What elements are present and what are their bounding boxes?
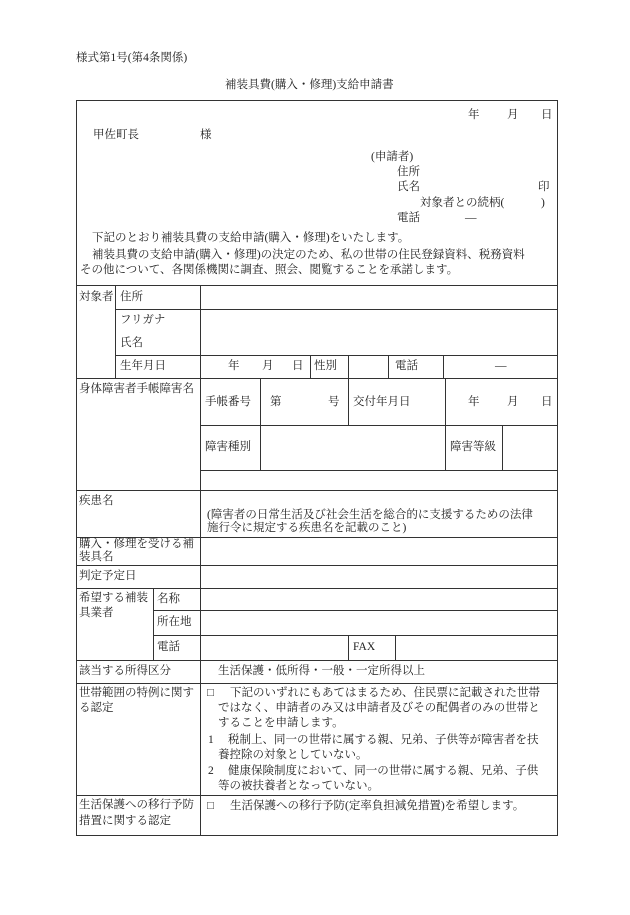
handbook-number-label: 手帳番号 — [205, 396, 251, 408]
grid-line-bottom — [76, 835, 558, 836]
grid-line-vendor-fax-left — [348, 635, 349, 660]
grid-line-handbook-grade — [502, 425, 503, 470]
grid-line-vendor-name — [153, 610, 558, 611]
grid-line-phone-value — [443, 355, 444, 378]
addressee-honorific: 様 — [200, 129, 212, 141]
grid-line-judgment-end — [76, 588, 558, 589]
vendor-label-line: 希望する補装 — [79, 592, 148, 604]
condition-line: 等の被扶養者となっていない。 — [218, 780, 379, 792]
grid-line-top — [76, 100, 558, 101]
household-label-line: る認定 — [79, 702, 114, 714]
disease-note-line: 施行令に規定する疾患名を記載のこと) — [207, 522, 407, 534]
subject-birthdate-label: 生年月日 — [120, 360, 166, 372]
handbook-number-prefix: 第 — [270, 396, 282, 408]
household-label-line: 世帯範囲の特例に関す — [79, 687, 194, 699]
income-category-label: 該当する所得区分 — [79, 665, 171, 677]
applicant-relation-label: 対象者との続柄( — [420, 197, 505, 209]
seal-mark: 印 — [538, 181, 550, 193]
application-date-year: 年 — [468, 109, 480, 121]
applicant-address-label: 住所 — [397, 166, 420, 178]
grid-line-device-end — [76, 565, 558, 566]
birthdate-year: 年 — [228, 360, 240, 372]
condition-number: 2 — [208, 765, 214, 777]
form-number: 様式第1号(第4条関係) — [76, 52, 188, 64]
form-title: 補装具費(購入・修理)支給申請書 — [225, 79, 394, 91]
statement-line: 補装具費の支給申請(購入・修理)の決定のため、私の世帯の住民登録資料、税務資料 — [92, 249, 525, 261]
income-category-options: 生活保護・低所得・一般・一定所得以上 — [218, 665, 425, 677]
grid-line-household-end — [76, 795, 558, 796]
grid-line-vendor-label — [153, 588, 154, 660]
issue-date-year: 年 — [468, 396, 480, 408]
vendor-location-label: 所在地 — [157, 616, 192, 628]
grid-line-right — [557, 100, 558, 836]
applicant-name-label: 氏名 — [397, 181, 420, 193]
vendor-label-line: 具業者 — [79, 607, 114, 619]
grid-line-vendor-location — [153, 635, 558, 636]
statement-line: 下記のとおり補装具費の支給申請(購入・修理)をいたします。 — [92, 232, 410, 244]
household-request-line: 下記のいずれにもあてはまるため、住民票に記載された世帯 — [230, 687, 541, 699]
disease-note-line: (障害者の日常生活及び社会生活を総合的に支援するための法律 — [207, 509, 533, 521]
subject-phone-separator: — — [495, 360, 507, 372]
addressee-name: 甲佐町長 — [93, 129, 139, 141]
condition-number: 1 — [208, 734, 214, 746]
statement-line: その他について、各関係機関に調査、照会、閲覧することを承諾します。 — [80, 264, 459, 276]
welfare-label-line: 措置に関する認定 — [79, 815, 171, 827]
applicant-phone-separator: — — [465, 212, 477, 224]
disability-type-label: 障害種別 — [205, 441, 251, 453]
disease-label: 疾患名 — [79, 495, 114, 507]
issue-date-month: 月 — [507, 396, 519, 408]
grid-line-header-end — [76, 285, 558, 286]
applicant-relation-close: ) — [541, 197, 545, 209]
welfare-label-line: 生活保護への移行予防 — [79, 799, 194, 811]
vendor-fax-label: FAX — [353, 641, 376, 653]
subject-sex-label: 性別 — [314, 360, 337, 372]
condition-line: 健康保険制度において、同一の世帯に属する親、兄弟、子供 — [228, 765, 539, 777]
application-date-month: 月 — [507, 109, 519, 121]
grid-line-vendor-fax-right — [395, 635, 396, 660]
grid-line-content-start — [200, 285, 201, 835]
vendor-phone-label: 電話 — [157, 641, 180, 653]
handbook-label: 身体障害者手帳障害名 — [79, 383, 194, 395]
birthdate-month: 月 — [262, 360, 274, 372]
grid-line-birth-sex — [310, 355, 311, 378]
disability-grade-label: 障害等級 — [450, 441, 496, 453]
subject-furigana-label: フリガナ — [120, 314, 166, 326]
grid-line-handbook-row1 — [200, 425, 558, 426]
condition-line: 税制上、同一の世帯に属する親、兄弟、子供等が障害者を扶 — [228, 734, 539, 746]
subject-phone-label: 電話 — [395, 360, 418, 372]
device-label-line: 装具名 — [79, 551, 114, 563]
welfare-checkbox: □ — [207, 800, 214, 812]
household-request-line: することを申請します。 — [218, 717, 344, 729]
grid-line-subject-name — [115, 355, 558, 356]
grid-line-handbook-end — [76, 490, 558, 491]
subject-address-label: 住所 — [120, 291, 143, 303]
subject-label: 対象者 — [79, 291, 114, 303]
judgment-date-label: 判定予定日 — [79, 570, 137, 582]
applicant-phone-label: 電話 — [397, 212, 420, 224]
vendor-name-label: 名称 — [157, 593, 180, 605]
device-label-line: 購入・修理を受ける補 — [79, 538, 194, 550]
grid-line-handbook-issue — [348, 378, 349, 425]
grid-line-income-end — [76, 683, 558, 684]
grid-line-vendor-end — [76, 660, 558, 661]
grid-line-left — [76, 100, 77, 836]
condition-line: 養控除の対象としていない。 — [218, 749, 368, 761]
subject-name-label: 氏名 — [120, 337, 143, 349]
grid-line-handbook-row2 — [200, 470, 558, 471]
birthdate-day: 日 — [292, 360, 304, 372]
applicant-heading: (申請者) — [371, 151, 414, 163]
handbook-number-suffix: 号 — [328, 396, 340, 408]
grid-line-subject-end — [76, 378, 558, 379]
welfare-text: 生活保護への移行予防(定率負担減免措置)を希望します。 — [230, 800, 525, 812]
grid-line-subject-address — [115, 309, 558, 310]
issue-date-day: 日 — [541, 396, 553, 408]
household-request-line: ではなく、申請者のみ又は申請者及びその配偶者のみの世帯と — [218, 702, 540, 714]
grid-line-sex-value — [348, 355, 349, 378]
grid-line-phone-label — [388, 355, 389, 378]
grid-line-subject-label — [115, 285, 116, 378]
application-date-day: 日 — [541, 109, 553, 121]
grid-line-handbook-label — [260, 378, 261, 470]
household-checkbox: □ — [207, 687, 214, 699]
handbook-issue-date-label: 交付年月日 — [353, 396, 411, 408]
grid-line-handbook-right — [445, 378, 446, 470]
